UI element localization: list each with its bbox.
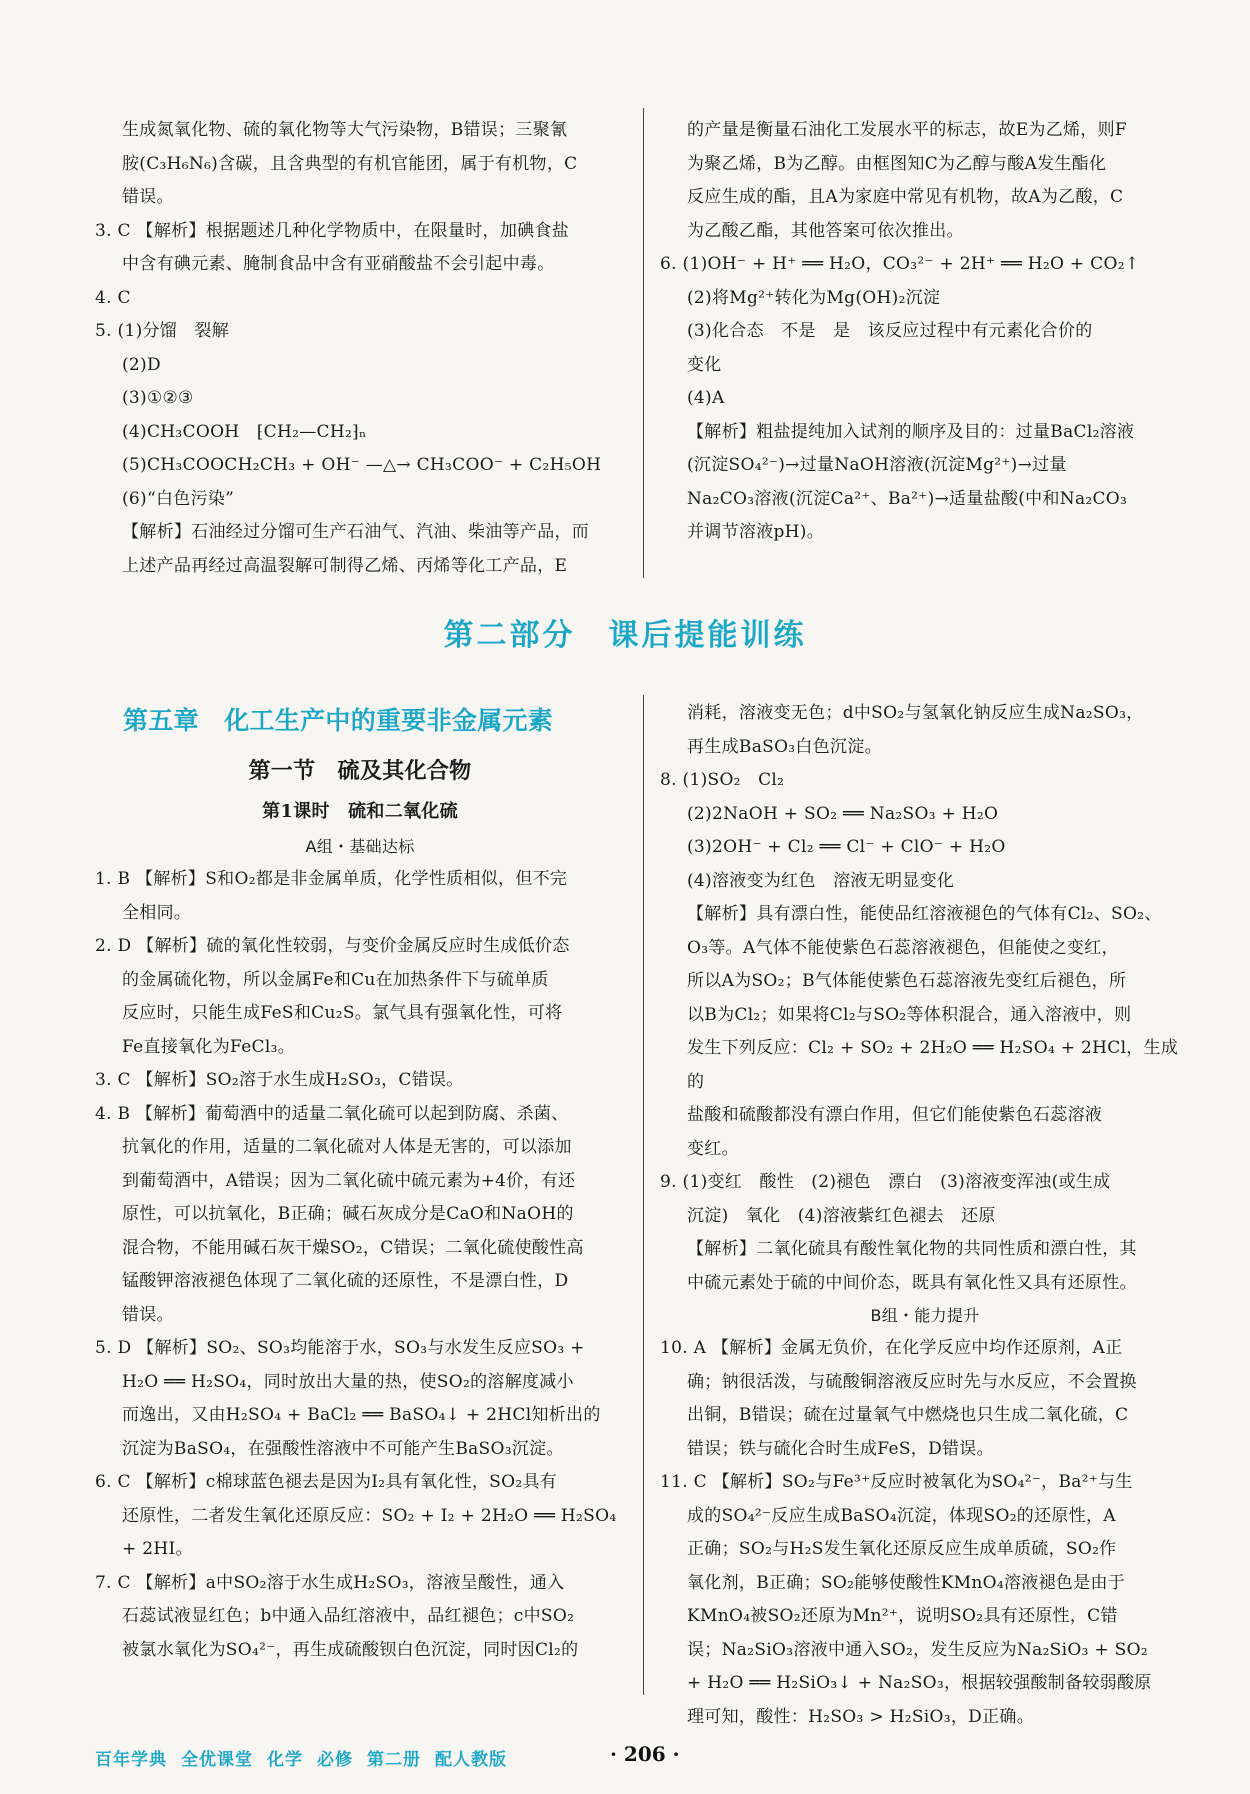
bottom-left-column (95, 697, 625, 1667)
text-line: 反应生成的酯，且A为家庭中常见有机物，故A为乙酸，C (687, 187, 1124, 207)
text-line: 所以A为SO₂；B气体能使紫色石蕊溶液先变红后褪色，所 (687, 971, 1127, 991)
text-line: 5. D 【解析】SO₂、SO₃均能溶于水，SO₃与水发生反应SO₃ + (95, 1338, 585, 1358)
text-line: 3. C 【解析】SO₂溶于水生成H₂SO₃，C错误。 (95, 1070, 464, 1090)
text-line: Fe直接氧化为FeCl₃。 (122, 1036, 296, 1057)
lesson-title: 第1课时 硫和二氧化硫 (262, 801, 458, 822)
text-line: 锰酸钾溶液褪色体现了二氧化硫的还原性，不是漂白性，D (122, 1271, 569, 1291)
text-line: (2)2NaOH + SO₂ ══ Na₂SO₃ + H₂O (687, 803, 999, 824)
text-line: 9. (1)变红 酸性 (2)褪色 漂白 (3)溶液变浑浊(或生成 (660, 1172, 1111, 1192)
footer-item: 第二册 (367, 1750, 421, 1770)
footer-item: 配人教版 (435, 1750, 507, 1770)
text-line: 抗氧化的作用，适量的二氧化硫对人体是无害的，可以添加 (122, 1137, 572, 1157)
text-line: 确；钠很活泼，与硫酸铜溶液反应时先与水反应，不会置换 (687, 1371, 1137, 1392)
text-line: 并调节溶液pH)。 (687, 522, 825, 542)
text-line: 【解析】石油经过分馏可生产石油气、汽油、柴油等产品，而 (122, 522, 590, 542)
text-line: 变红。 (687, 1138, 739, 1159)
text-line: 理可知，酸性：H₂SO₃ > H₂SiO₃，D正确。 (687, 1706, 1034, 1727)
text-line: (3)2OH⁻ + Cl₂ ══ Cl⁻ + ClO⁻ + H₂O (687, 837, 1006, 857)
text-line: + H₂O ══ H₂SiO₃↓ + Na₂SO₃，根据较强酸制备较弱酸原 (687, 1673, 1152, 1693)
bottom-left-answers (95, 863, 625, 1667)
text-line: 消耗，溶液变无色；d中SO₂与氢氧化钠反应生成Na₂SO₃， (687, 703, 1144, 723)
text-line: 11. C 【解析】SO₂与Fe³⁺反应时被氧化为SO₄²⁻，Ba²⁺与生 (660, 1472, 1133, 1492)
top-left-column (95, 114, 625, 583)
text-line: O₃等。A气体不能使紫色石蕊溶液褪色，但能使之变红， (687, 937, 1119, 958)
text-line: 再生成BaSO₃白色沉淀。 (687, 736, 882, 757)
text-line: 反应时，只能生成FeS和Cu₂S。氯气具有强氧化性，可将 (122, 1003, 563, 1023)
text-line: 混合物，不能用碱石灰干燥SO₂，C错误；二氧化硫使酸性高 (122, 1237, 584, 1258)
bottom-right-answers-b (660, 1332, 1190, 1734)
text-line: 6. C 【解析】c棉球蓝色褪去是因为I₂具有氧化性，SO₂具有 (95, 1472, 558, 1492)
text-line: 5. (1)分馏 裂解 (95, 321, 230, 341)
text-line: (5)CH₃COOCH₂CH₃ + OH⁻ —△→ CH₃COO⁻ + C₂H₅OH (122, 455, 602, 475)
column-divider (643, 695, 644, 1695)
bottom-right-answers-a (660, 697, 1190, 1300)
text-line: 成的SO₄²⁻反应生成BaSO₄沉淀，体现SO₂的还原性，A (687, 1505, 1116, 1526)
section-title: 第一节 硫及其化合物 (248, 759, 472, 784)
text-line: 中硫元素处于硫的中间价态，既具有氧化性又具有还原性。 (687, 1272, 1137, 1293)
text-line: 错误；铁与硫化合时生成FeS，D错误。 (687, 1438, 994, 1459)
footer-item: 化学 (267, 1750, 303, 1770)
text-line: 8. (1)SO₂ Cl₂ (660, 770, 785, 790)
text-line: 到葡萄酒中，A错误；因为二氧化硫中硫元素为+4价，有还 (122, 1170, 576, 1191)
text-line: 【解析】具有漂白性，能使品红溶液褪色的气体有Cl₂、SO₂、 (687, 904, 1162, 924)
text-line: 4. B 【解析】葡萄酒中的适量二氧化硫可以起到防腐、杀菌、 (95, 1103, 569, 1124)
text-line: 沉淀) 氧化 (4)溶液紫红色褪去 还原 (687, 1205, 996, 1226)
text-line: (6)“白色污染” (122, 488, 235, 509)
text-line: 出铜，B错误；硫在过量氧气中燃烧也只生成二氧化硫，C (687, 1405, 1129, 1425)
text-line: 错误。 (122, 187, 174, 207)
text-line: 石蕊试液显红色；b中通入品红溶液中，品红褪色；c中SO₂ (122, 1606, 575, 1626)
text-line: 全相同。 (122, 902, 192, 923)
text-line: + 2HI。 (122, 1539, 193, 1559)
text-line: 生成氮氧化物、硫的氧化物等大气污染物，B错误；三聚氰 (122, 120, 568, 140)
text-line: 7. C 【解析】a中SO₂溶于水生成H₂SO₃，溶液呈酸性，通入 (95, 1572, 565, 1593)
text-line: 上述产品再经过高温裂解可制得乙烯、丙烯等化工产品，E (122, 555, 568, 576)
text-line: 【解析】粗盐提纯加入试剂的顺序及目的：过量BaCl₂溶液 (687, 421, 1135, 442)
text-line: (2)将Mg²⁺转化为Mg(OH)₂沉淀 (687, 287, 941, 308)
part-title: 第二部分 课后提能训练 (443, 618, 807, 653)
top-right-column (660, 114, 1190, 550)
text-line: 而逸出，又由H₂SO₄ + BaCl₂ ══ BaSO₄↓ + 2HCl知析出的 (122, 1405, 601, 1425)
text-line: 中含有碘元素、腌制食品中含有亚硝酸盐不会引起中毒。 (122, 254, 555, 274)
text-line: 胺(C₃H₆N₆)含碳，且含典型的有机官能团，属于有机物，C (122, 153, 578, 174)
text-line: 的产量是衡量石油化工发展水平的标志，故E为乙烯，则F (687, 120, 1128, 140)
text-line: 为聚乙烯，B为乙醇。由框图知C为乙醇与酸A发生酯化 (687, 153, 1107, 174)
text-line: (沉淀SO₄²⁻)→过量NaOH溶液(沉淀Mg²⁺)→过量 (687, 455, 1067, 475)
text-line: 变化 (687, 354, 722, 375)
page-number: · 206 · (610, 1742, 680, 1766)
text-line: 正确；SO₂与H₂S发生氧化还原反应生成单质硫，SO₂作 (687, 1539, 1117, 1559)
text-line: 被氯水氧化为SO₄²⁻，再生成硫酸钡白色沉淀，同时因Cl₂的 (122, 1639, 579, 1660)
text-line: 10. A 【解析】金属无负价，在化学反应中均作还原剂，A正 (660, 1338, 1123, 1358)
text-line: 4. C (95, 287, 131, 308)
text-line: (3)化合态 不是 是 该反应过程中有元素化合价的 (687, 321, 1093, 341)
text-line: 【解析】二氧化硫具有酸性氧化物的共同性质和漂白性，其 (687, 1239, 1137, 1259)
text-line: (4)CH₃COOH ⁅CH₂—CH₂⁆ₙ (122, 421, 367, 442)
text-line: 还原性，二者发生氧化还原反应：SO₂ + I₂ + 2H₂O ══ H₂SO₄ (122, 1505, 617, 1526)
text-line: 氧化剂，B正确；SO₂能够使酸性KMnO₄溶液褪色是由于 (687, 1572, 1126, 1593)
text-line: 错误。 (122, 1304, 174, 1325)
text-line: 沉淀为BaSO₄，在强酸性溶液中不可能产生BaSO₃沉淀。 (122, 1438, 564, 1459)
group-b-title: B组・能力提升 (870, 1306, 980, 1325)
footer-item: 全优课堂 (181, 1750, 253, 1770)
text-line: 以B为Cl₂；如果将Cl₂与SO₂等体积混合，通入溶液中，则 (687, 1004, 1132, 1025)
text-line: (4)溶液变为红色 溶液无明显变化 (687, 870, 955, 891)
text-line: 3. C 【解析】根据题述几种化学物质中，在限量时，加碘食盐 (95, 220, 570, 241)
column-divider (643, 108, 644, 578)
text-line: (4)A (687, 388, 725, 408)
text-line: KMnO₄被SO₂还原为Mn²⁺，说明SO₂具有还原性，C错 (687, 1606, 1118, 1626)
text-line: 盐酸和硫酸都没有漂白作用，但它们能使紫色石蕊溶液 (687, 1105, 1103, 1125)
bottom-right-column (660, 697, 1190, 1734)
text-line: H₂O ══ H₂SO₄，同时放出大量的热，使SO₂的溶解度减小 (122, 1371, 574, 1392)
footer-book-info (95, 1745, 521, 1770)
text-line: 为乙酸乙酯，其他答案可依次推出。 (687, 220, 964, 241)
text-line: 2. D 【解析】硫的氧化性较弱，与变价金属反应时生成低价态 (95, 936, 570, 956)
text-line: 1. B 【解析】S和O₂都是非金属单质，化学性质相似，但不完 (95, 869, 568, 889)
text-line: 发生下列反应：Cl₂ + SO₂ + 2H₂O ══ H₂SO₄ + 2HCl，生成的 (687, 1038, 1179, 1092)
text-line: 6. (1)OH⁻ + H⁺ ══ H₂O，CO₃²⁻ + 2H⁺ ══ H₂O + CO₂↑ (660, 254, 1140, 274)
group-a-title: A组・基础达标 (305, 837, 415, 856)
text-line: (3)①②③ (122, 388, 194, 408)
text-line: 误；Na₂SiO₃溶液中通入SO₂，发生反应为Na₂SiO₃ + SO₂ (687, 1639, 1148, 1660)
text-line: (2)D (122, 354, 161, 375)
text-line: Na₂CO₃溶液(沉淀Ca²⁺、Ba²⁺)→适量盐酸(中和Na₂CO₃ (687, 488, 1128, 509)
footer-item: 百年学典 (95, 1750, 167, 1770)
text-line: 原性，可以抗氧化，B正确；碱石灰成分是CaO和NaOH的 (122, 1204, 574, 1224)
chapter-title: 第五章 化工生产中的重要非金属元素 (123, 706, 554, 735)
footer-item: 必修 (317, 1750, 353, 1770)
text-line: 的金属硫化物，所以金属Fe和Cu在加热条件下与硫单质 (122, 969, 549, 990)
